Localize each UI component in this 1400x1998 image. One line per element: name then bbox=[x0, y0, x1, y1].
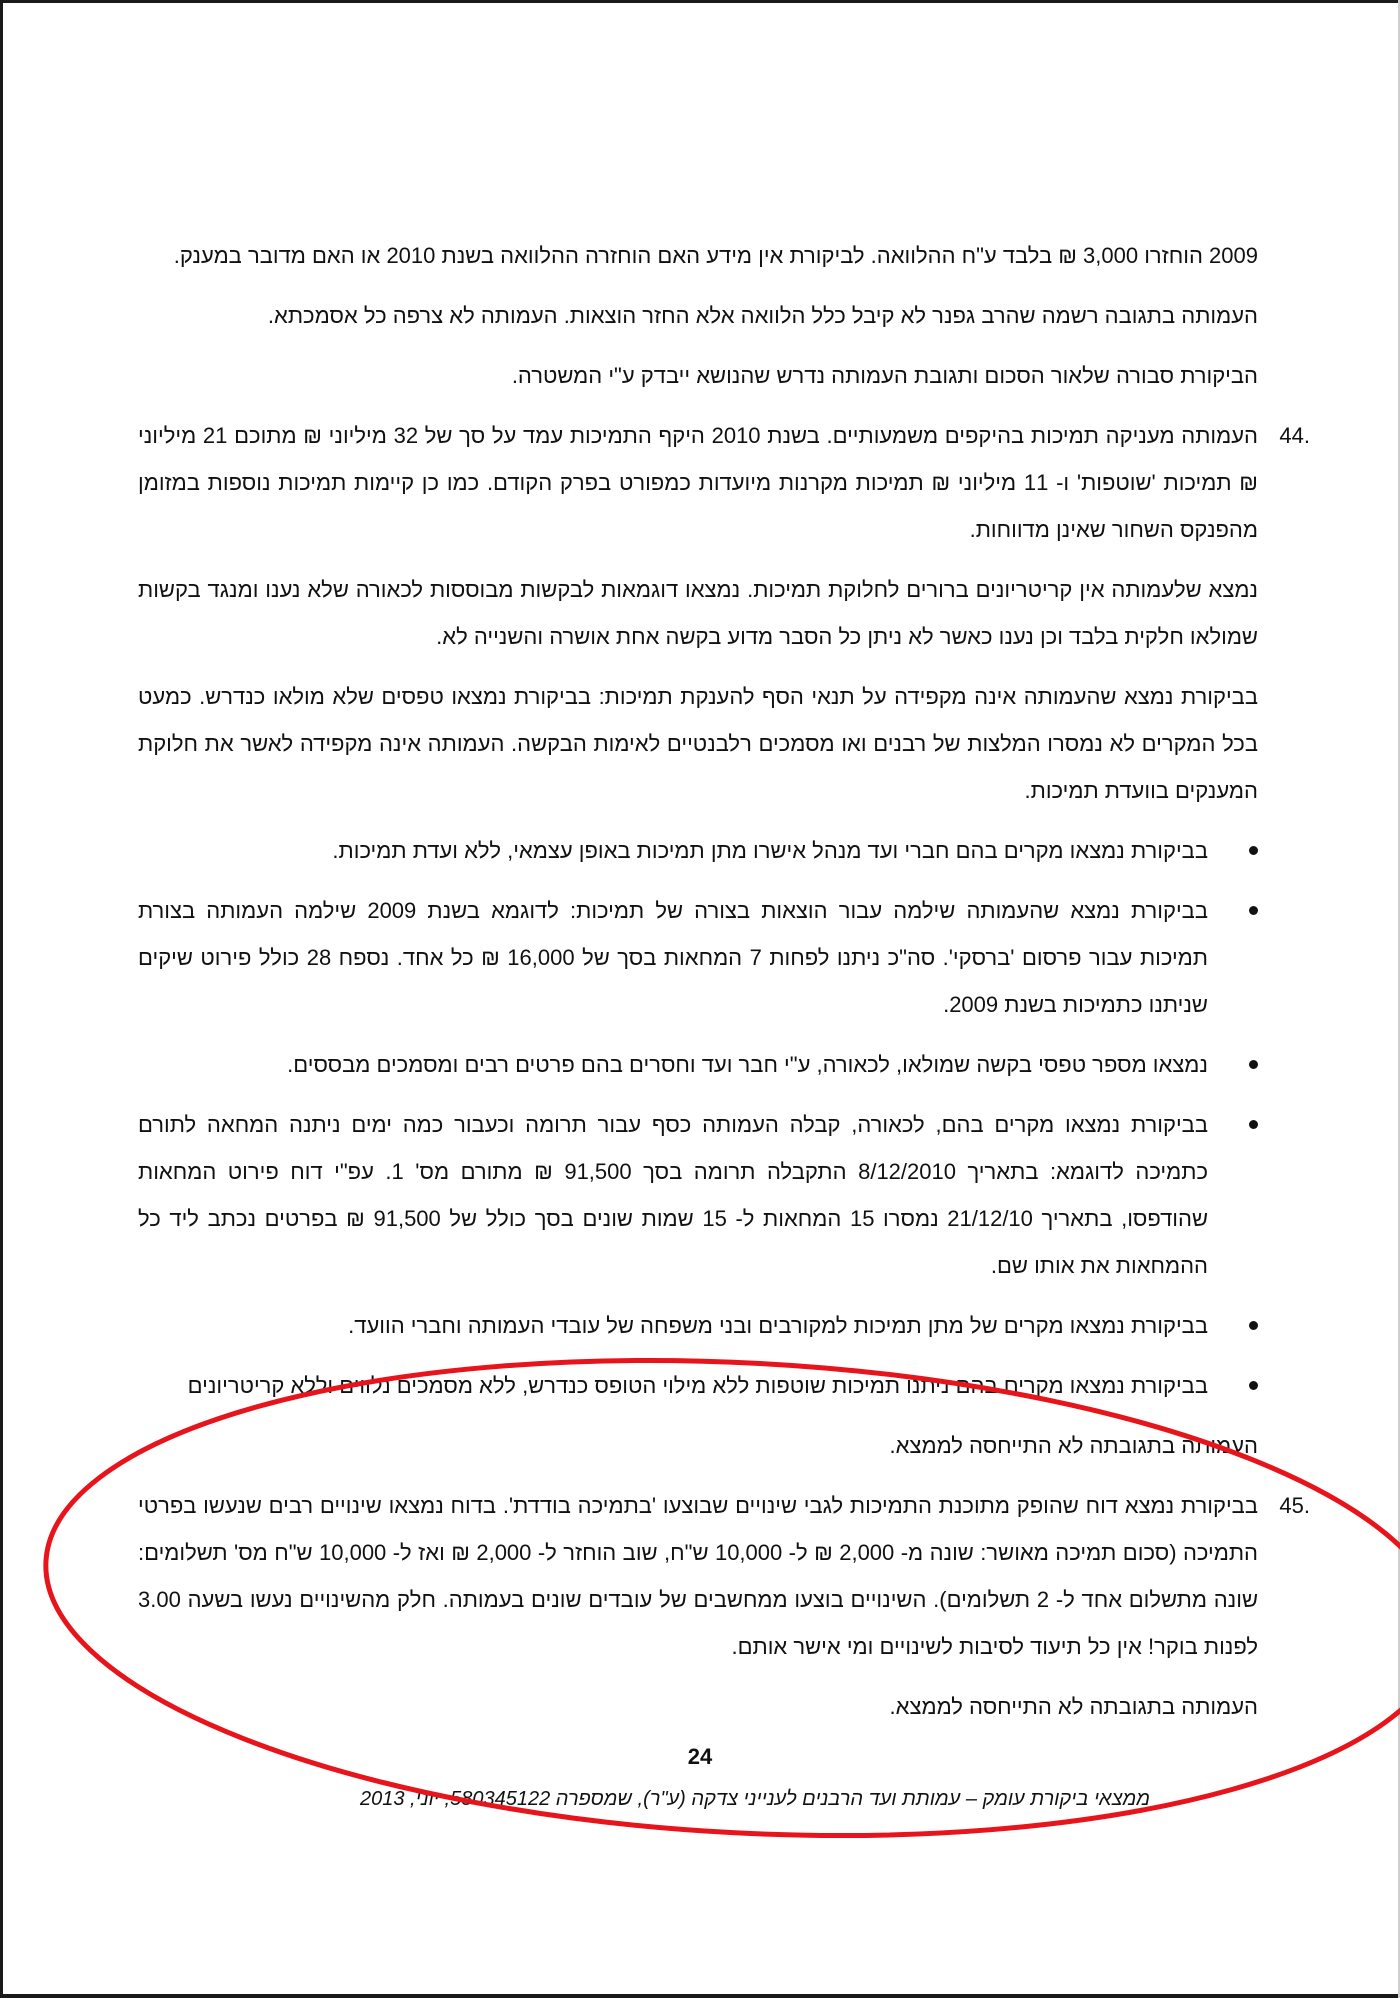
section-number: 44. bbox=[1279, 423, 1310, 448]
finding-text: בביקורת נמצאו מקרים בהם ניתנו תמיכות שוטפות ללא מילוי הטופס כנדרש, ללא מסמכים נלווים וללא קריטריונים bbox=[187, 1373, 1208, 1398]
bullet-icon bbox=[1249, 1060, 1258, 1069]
paragraph-police-recommendation: הביקורת סבורה שלאור הסכום ותגובת העמותה נדרש שהנושא ייבדק ע"י המשטרה. bbox=[511, 363, 1258, 388]
section-number: 45. bbox=[1279, 1493, 1310, 1518]
finding-item bbox=[138, 1041, 1258, 1088]
paragraph-closing-no-response: העמותה בתגובתה לא התייחסה לממצא. bbox=[889, 1694, 1258, 1719]
finding-text: בביקורת נמצאו מקרים בהם, לכאורה, קבלה העמותה כסף עבור תרומה וכעבור כמה ימים ניתנה המחאה לתורם כתמיכה לדוגמא: בתאריך 8/12/2010 התקבלה תרומה בסך 91,500 ₪ מתורם מס' 1. עפ"י דוח פירוט המחאות שהודפסו, בתאריך 21/12/10 נמסרו 15 המחאות ל- 15 שמות שונים בסך כולל של 91,500 ₪ בפרטים נכתב ליד כל ההמחאות את אותו שם. bbox=[138, 1112, 1209, 1278]
bullet-icon bbox=[1249, 1321, 1258, 1330]
document-page bbox=[138, 232, 1310, 1743]
section-44 bbox=[138, 412, 1310, 553]
bullet-icon bbox=[1249, 1381, 1258, 1390]
page-number: 24 bbox=[687, 1744, 713, 1769]
scan-edge-left bbox=[0, 0, 3, 1998]
scan-edge-bottom bbox=[0, 1994, 1400, 1998]
section-45 bbox=[138, 1482, 1310, 1670]
paragraph-criteria: נמצא שלעמותה אין קריטריונים ברורים לחלוקת תמיכות. נמצאו דוגמאות לבקשות מבוססות לכאורה שלא נענו ומנגד בקשות שמולאו חלקית בלבד וכן נענו כאשר לא ניתן כל הסבר מדוע בקשה אחת אושרה והשנייה לא. bbox=[138, 577, 1258, 649]
finding-item bbox=[138, 1362, 1258, 1409]
finding-item bbox=[138, 827, 1258, 874]
page-footer: ממצאי ביקורת עומק – עמותת ועד הרבנים לענייני צדקה (ע"ר), שמספרה 580345122, יוני, 2013 bbox=[359, 1788, 1150, 1810]
bullet-icon bbox=[1249, 906, 1258, 915]
section-44-text: העמותה מעניקה תמיכות בהיקפים משמעותיים. בשנת 2010 היקף התמיכות עמד על סך של 32 מיליוני ₪ מתוכם 21 מיליוני ₪ תמיכות 'שוטפות' ו- 11 מיליוני ₪ תמיכות מקרנות מיועדות כמפורט בפרק הקודם. כמו כן קיימות תמיכות נוספות במזומן מהפנקס השחור שאינן מדווחות. bbox=[138, 423, 1258, 542]
bullet-icon bbox=[1249, 846, 1258, 855]
paragraph-no-response: העמותה בתגובתה לא התייחסה לממצא. bbox=[889, 1433, 1258, 1458]
finding-item bbox=[138, 1302, 1258, 1349]
paragraph-loan-repayment: 2009 הוחזרו 3,000 ₪ בלבד ע"ח ההלוואה. לביקורת אין מידע האם הוחזרה ההלוואה בשנת 2010 או האם מדובר במענק. bbox=[173, 243, 1258, 268]
finding-text: בביקורת נמצאו מקרים בהם חברי ועד מנהל אישרו מתן תמיכות באופן עצמאי, ללא ועדת תמיכות. bbox=[332, 838, 1208, 863]
scan-edge-top bbox=[0, 0, 1400, 3]
section-45-text: בביקורת נמצא דוח שהופק מתוכנת התמיכות לגבי שינויים שבוצעו 'בתמיכה בודדת'. בדוח נמצאו שינויים רבים שנעשו בפרטי התמיכה (סכום תמיכה מאושר: שונה מ- 2,000 ₪ ל- 10,000 ש"ח, שוב הוחזר ל- 2,000 ₪ ואז ל- 10,000 ש"ח מס' תשלומים: שונה מתשלום אחד ל- 2 תשלומים). השינויים בוצעו ממחשבים של עובדים שונים בעמותה. חלק מהשינויים נעשו בשעה 3.00 לפנות בוקר! אין כל תיעוד לסיבות לשינויים ומי אישר אותם. bbox=[138, 1493, 1258, 1659]
paragraph-association-response: העמותה בתגובה רשמה שהרב גפנר לא קיבל כלל הלוואה אלא החזר הוצאות. העמותה לא צרפה כל אסמכתא. bbox=[267, 303, 1258, 328]
bullet-icon bbox=[1249, 1120, 1258, 1129]
finding-item bbox=[138, 1101, 1258, 1289]
paragraph-threshold-conditions: בביקורת נמצא שהעמותה אינה מקפידה על תנאי הסף להענקת תמיכות: בביקורת נמצאו טפסים שלא מולאו כנדרש. כמעט בכל המקרים לא נמסרו המלצות של רבנים ואו מסמכים רלבנטיים לאימות הבקשה. העמותה אינה מקפידה לאשר את חלוקת המענקים בוועדת תמיכות. bbox=[138, 684, 1258, 803]
finding-text: בביקורת נמצא שהעמותה שילמה עבור הוצאות בצורה של תמיכות: לדוגמא בשנת 2009 שילמה העמותה בצורת תמיכות עבור פרסום 'ברסקי'. סה"כ ניתנו לפחות 7 המחאות בסך של 16,000 ₪ כל אחד. נספח 28 כולל פירוט שיקים שניתנו כתמיכות בשנת 2009. bbox=[138, 898, 1208, 1017]
finding-text: נמצאו מספר טפסי בקשה שמולאו, לכאורה, ע"י חבר ועד וחסרים בהם פרטים רבים ומסמכים מבססים. bbox=[287, 1052, 1208, 1077]
finding-item bbox=[138, 887, 1258, 1028]
findings-list bbox=[138, 827, 1258, 1409]
finding-text: בביקורת נמצאו מקרים של מתן תמיכות למקורבים ובני משפחה של עובדי העמותה וחברי הוועד. bbox=[348, 1313, 1208, 1338]
